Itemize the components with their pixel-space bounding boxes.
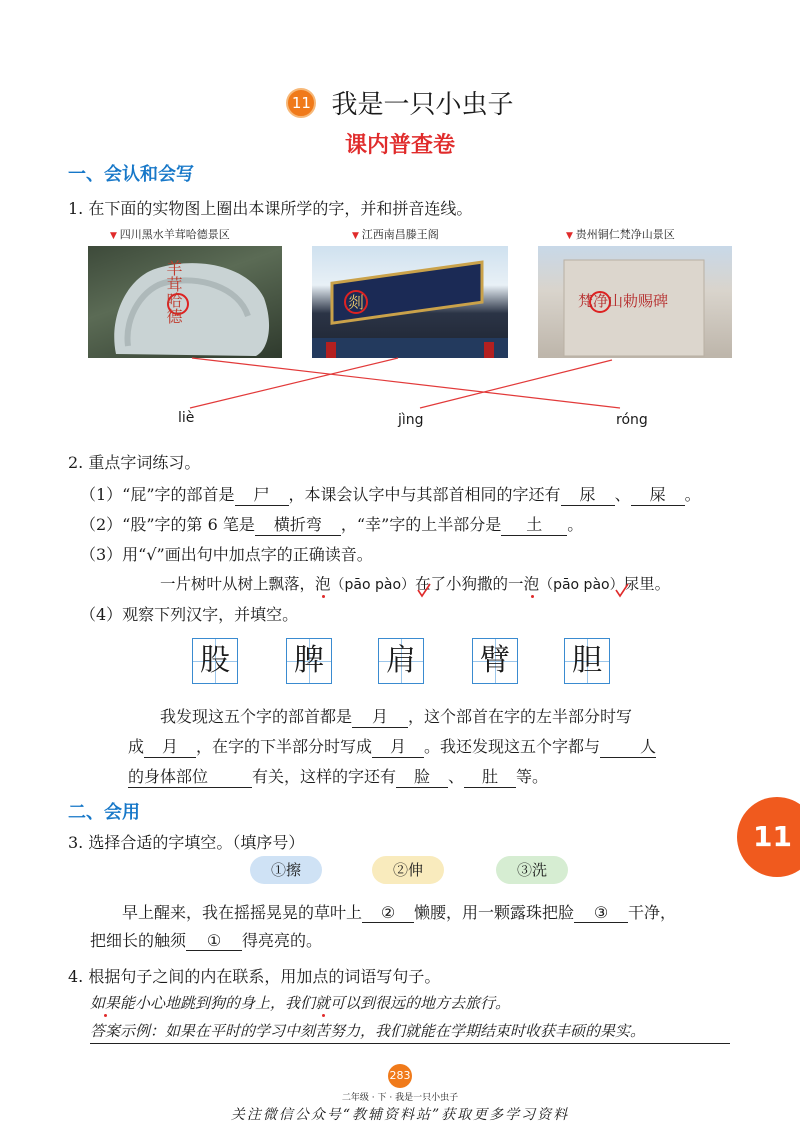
answer-char-b: 屎	[631, 482, 685, 506]
q2-p4-l3-suffix: 等。	[516, 767, 549, 786]
q2-p1-middle: ，本课会认字中与其部首相同的字还有	[288, 485, 561, 504]
char-box-5: 胆	[564, 638, 610, 684]
photo-1-sign-text: 羊茸哈德	[164, 260, 183, 324]
option-3: ③洗	[496, 856, 568, 884]
answer-char-a: 尿	[561, 482, 615, 506]
q2-p4-line1	[160, 704, 632, 728]
chapter-side-tab: 11	[737, 797, 800, 877]
answer-top-part: 土	[501, 512, 567, 536]
lesson-number-badge: 11	[286, 88, 316, 118]
q3-l2-suffix: 得亮亮的。	[242, 931, 323, 950]
page-title: 我是一只小虫子	[331, 90, 514, 120]
section-heading-2: 二、会用	[68, 802, 140, 823]
q2-p4-l1-suffix: ，这个部首在字的左半部分时写	[408, 707, 633, 726]
question-4-text: 4. 根据句子之间的内在联系，用加点的词语写句子。	[68, 967, 441, 986]
q2-p4-l3-middle: 有关，这样的字还有	[252, 767, 397, 786]
q2-p1-prefix: （1）“屁”字的部首是	[80, 485, 235, 504]
q4-example-middle: 能小心地跳到狗的身上，我们	[120, 994, 316, 1012]
option-2: ②伸	[372, 856, 444, 884]
char-box-1: 股	[192, 638, 238, 684]
dotted-char-2: 泡	[523, 575, 540, 593]
q2-p1-end: 。	[684, 485, 701, 504]
q2-p3-s1: 一片树叶从树上飘落，	[160, 575, 316, 593]
footer-promo: 关注微信公众号“教辅资料站”获取更多学习资料	[230, 1107, 570, 1123]
q2-p3-s3: 尿里。	[623, 575, 671, 593]
question-1-text: 1. 在下面的实物图上圈出本课所学的字，并和拼音连线。	[68, 199, 473, 218]
answer-fill-2: ③	[574, 903, 628, 923]
question-3-text: 3. 选择合适的字填空。（填序号）	[68, 833, 305, 852]
answer-bottom-form: 月	[372, 734, 424, 758]
keyword-ruguo: 如果	[90, 994, 121, 1012]
keyword-jiu: 就	[315, 994, 331, 1012]
q2-part4-instruction: （4）观察下列汉字，并填空。	[80, 605, 299, 624]
check-marks	[380, 580, 740, 604]
q3-l1-middle: 懒腰，用一颗露珠把脸	[414, 903, 575, 922]
pinyin-1: liè	[178, 410, 195, 426]
option-1: ①擦	[250, 856, 322, 884]
check-mark-icon	[616, 584, 628, 596]
dotted-char-1: 泡	[315, 575, 331, 593]
page-subtitle: 课内普查卷	[344, 132, 455, 158]
q2-p2-middle: ，“幸”字的上半部分是	[340, 515, 502, 534]
q4-example-sentence	[90, 992, 510, 1013]
q2-p4-l2-prefix: 成	[128, 737, 145, 756]
q2-p4-line3	[128, 764, 548, 788]
answer-example-a: 脸	[396, 764, 448, 788]
question-2-text: 2. 重点字词练习。	[68, 453, 201, 472]
q2-p1-separator: 、	[614, 485, 631, 504]
q2-p4-l2-suffix: 。我还发现这五个字都与	[424, 737, 601, 756]
page-number-badge: 283	[388, 1064, 412, 1088]
char-box-4: 臂	[472, 638, 518, 684]
char-box-3: 肩	[378, 638, 424, 684]
answer-fill-1: ②	[362, 903, 414, 923]
q3-l1-suffix: 干净，	[628, 903, 677, 922]
q3-l2-prefix: 把细长的触须	[90, 931, 187, 950]
reading-options-2: （pāo pào）	[539, 577, 624, 593]
q2-part1	[80, 482, 701, 506]
footer-course: 二年级 · 下 · 我是一只小虫子	[341, 1093, 459, 1103]
photo-caption-3: ▼ 贵州铜仁梵净山景区	[566, 226, 675, 242]
answer-radical-moon: 月	[352, 704, 408, 728]
photo-3-sign-text: 梵净山勅赐碑	[578, 292, 669, 310]
answer-stroke: 横折弯	[255, 512, 341, 536]
answer-person: 人	[600, 734, 656, 758]
answer-radical: 尸	[235, 482, 289, 506]
q3-line2	[90, 928, 322, 951]
section-heading-1: 一、会认和会写	[68, 164, 194, 185]
pinyin-2: jìng	[398, 412, 424, 428]
q2-p3-s2: 在了小狗撒的一	[415, 575, 524, 593]
q2-p4-l1-prefix: 我发现这五个字的部首都是	[160, 707, 353, 726]
answer-body-part: 的身体部位	[128, 764, 252, 788]
q2-p4-l3-separator: 、	[448, 767, 465, 786]
photo-caption-2: ▼ 江西南昌滕王阁	[352, 226, 439, 242]
q2-p4-l2-middle: ，在字的下半部分时写成	[196, 737, 373, 756]
q4-example-suffix: 可以到很远的地方去旅行。	[330, 994, 511, 1012]
q2-p4-line2	[128, 734, 656, 758]
answer-example-b: 肚	[464, 764, 516, 788]
q3-l1-prefix: 早上醒来，我在摇摇晃晃的草叶上	[122, 903, 363, 922]
q2-part3-instruction: （3）用“√”画出句中加点字的正确读音。	[80, 545, 373, 564]
q4-answer: 答案示例：如果在平时的学习中刻苦努力，我们就能在学期结束时收获丰硕的果实。	[90, 1020, 730, 1044]
photo-2-sign-text: 剡	[348, 293, 365, 312]
pinyin-3: róng	[616, 412, 648, 428]
matching-lines	[0, 0, 800, 440]
answer-fill-3: ①	[186, 931, 242, 951]
q3-line1	[122, 900, 676, 923]
char-box-2: 脾	[286, 638, 332, 684]
answer-left-form: 月	[144, 734, 196, 758]
check-mark-icon	[418, 584, 430, 596]
q2-p2-end: 。	[567, 515, 584, 534]
reading-options-1: （pāo pào）	[330, 577, 416, 593]
photo-caption-1: ▼ 四川黑水羊茸哈德景区	[110, 226, 230, 242]
q2-p2-prefix: （2）“股”字的第 6 笔是	[80, 515, 255, 534]
q2-part2	[80, 512, 583, 536]
